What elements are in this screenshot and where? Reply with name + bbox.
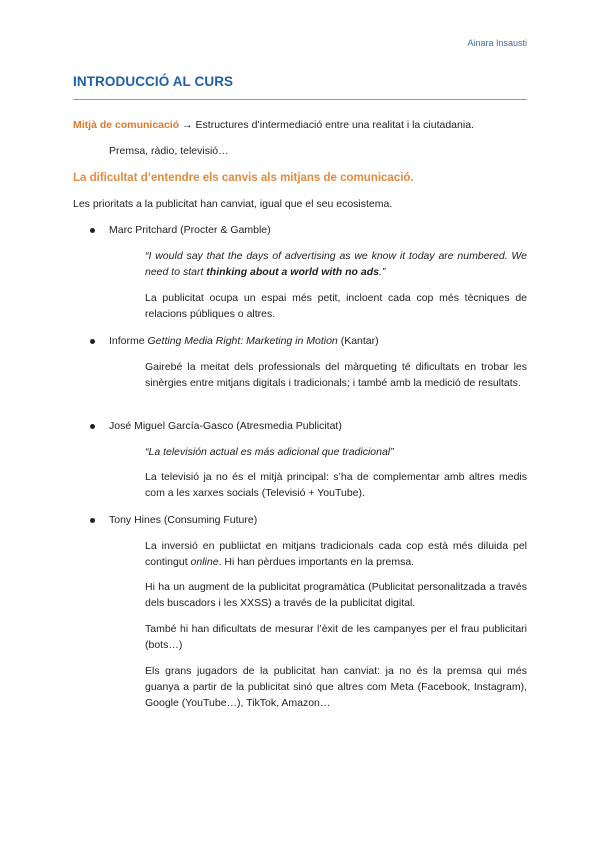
- item-label: [109, 333, 379, 349]
- item-paragraph: La publicitat ocupa un espai més petit, incloent cada cop més tècniques de relacions públiques o altres.: [145, 292, 527, 320]
- bullet-icon: [90, 518, 95, 523]
- bullet-icon: [90, 228, 95, 233]
- item-label: José Miguel García-Gasco (Atresmedia Publicitat): [109, 420, 342, 432]
- p1-pre: La inversió en publiictat en mitjans tradicionals cada cop està més diluida pel contingut: [145, 540, 527, 568]
- bullet-icon: [90, 339, 95, 344]
- subheading: La dificultat d’entendre els canvis als mitjans de comunicació.: [73, 172, 414, 184]
- item-paragraph: [145, 538, 527, 570]
- title-divider: [73, 99, 527, 100]
- p1-post: . Hi han pèrdues importants en la premsa.: [218, 556, 415, 568]
- intro-paragraph: Les prioritats a la publicitat han canviat, igual que el seu ecosistema.: [73, 198, 393, 210]
- quote-text: “La televisión actual es más adicional que tradicional”: [145, 446, 394, 458]
- label-italic: Getting Media Right: Marketing in Motion: [147, 335, 338, 347]
- definition-term: Mitjà de comunicació: [73, 119, 180, 131]
- item-paragraph: També hi han dificultats de mesurar l’èxit de les campanyes per el frau publicitari (bots…): [145, 623, 527, 651]
- item-paragraph: Hi ha un augment de la publicitat programàtica (Publicitat personalitzada a través dels buscadors i les XXSS) a través de la publicitat digital.: [145, 581, 527, 609]
- item-quote: [145, 248, 527, 280]
- p1-italic: online: [190, 556, 219, 568]
- item-label: Tony Hines (Consuming Future): [109, 514, 258, 526]
- bullet-icon: [90, 424, 95, 429]
- definition-arrow: →: [182, 119, 193, 131]
- item-paragraph: Gairebé la meitat dels professionals del màrqueting té dificultats en trobar les sinèrgies entre mitjans digitals i tradicionals; i també amb la medició de resultats.: [145, 361, 527, 389]
- label-post: (Kantar): [337, 335, 379, 347]
- quote-end: .”: [378, 266, 386, 278]
- item-label: Marc Pritchard (Procter & Gamble): [109, 224, 271, 236]
- quote-text: “I would say that the days of advertising as we know it today are numbered. We need to start: [145, 250, 527, 278]
- item-paragraph: La televisió ja no és el mitjà principal: s’ha de complementar amb altres medis com a les xarxes socials (Televisió + YouTube).: [145, 471, 527, 499]
- header-author: Ainara Insausti: [467, 38, 527, 48]
- label-pre: Informe: [109, 335, 148, 347]
- quote-bold: thinking about a world with no ads: [206, 266, 379, 278]
- item-paragraph: Els grans jugadors de la publicitat han canviat: ja no és la premsa qui més guanya a partir de la publicitat sinó que altres com Meta (Facebook, Instagram), Google (YouTube…), TikTok, Amazon…: [145, 665, 527, 709]
- definition-examples: Premsa, ràdio, televisió…: [109, 145, 229, 157]
- item-quote: [145, 444, 527, 460]
- section-title: INTRODUCCIÓ AL CURS: [73, 74, 234, 89]
- definition-line: [73, 117, 533, 133]
- definition-text: Estructures d’intermediació entre una realitat i la ciutadania.: [195, 119, 474, 131]
